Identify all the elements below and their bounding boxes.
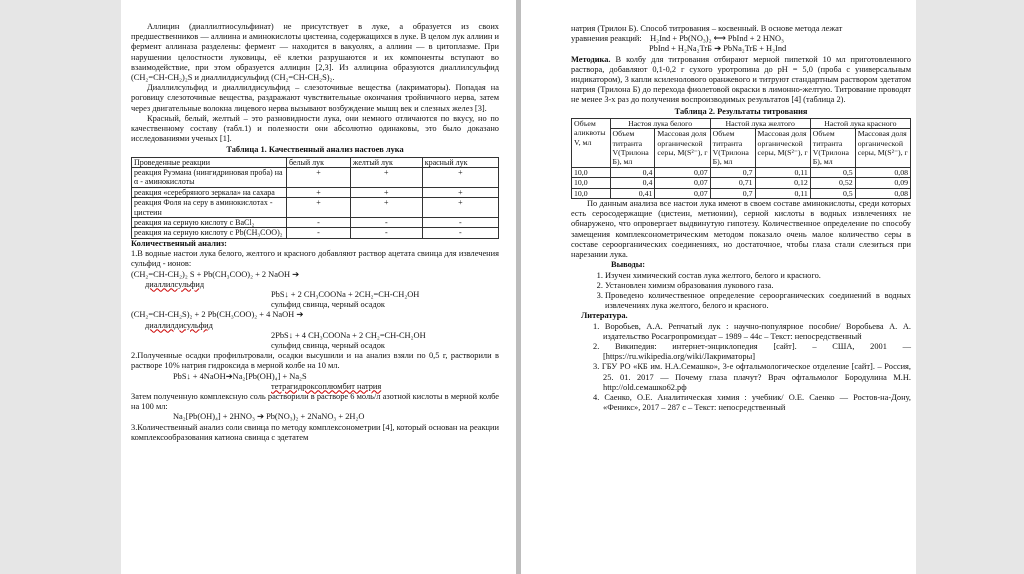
qualitative-analysis-table <box>131 157 499 239</box>
literature-title: Литература. <box>581 311 628 321</box>
table-cell: 10,0 <box>572 167 611 177</box>
table-row <box>572 129 911 168</box>
table-row <box>572 188 911 198</box>
titration-results-table <box>571 118 911 199</box>
conclusions-title: Выводы: <box>611 260 646 270</box>
table-cell: 0,12 <box>755 178 810 188</box>
list-item: 1. Воробьев, А.А. Репчатый лук : научно-популярное пособие/ Воробьева А. А. издательство Росагропромиздат – 1989 – 44с – Текст: непосредственный <box>593 321 911 341</box>
table-row <box>572 167 911 177</box>
table-cell: + <box>422 168 498 188</box>
table-header: Объем титранта V(Трилона Б), мл <box>810 129 855 168</box>
document-page-right <box>521 0 916 574</box>
list-item: 2. Википедия: интернет-энциклопедия [сайт]. – США, 2001 — [https://ru.wikipedia.org/wiki/Лакриматоры] <box>593 341 911 362</box>
table-cell: 0,5 <box>810 188 855 198</box>
table-row <box>132 187 499 197</box>
table-row <box>132 228 499 238</box>
table-cell: 0,41 <box>610 188 655 198</box>
table-cell: + <box>422 198 498 218</box>
paragraph-lachrymators: Диаллилсульфид и диаллилдисульфид – слезоточивые вещества (лакриматоры). Попадая на роговицу слезоточивые вещества, раздражают чувствительные окончания тройничного нерва, затем через двигательные волокна лицевого нерва вызывают возбуждение мышц век и слезных желез [3]. <box>131 83 499 113</box>
document-page-left <box>121 0 516 574</box>
table-cell: 0,07 <box>655 167 710 177</box>
table-header: Настой лука желтого <box>710 118 810 128</box>
table-header: Настой лука красного <box>810 118 910 128</box>
method-label: Методика. <box>571 54 611 64</box>
quantitative-title: Количественный анализ: <box>131 238 227 248</box>
reactions-label: уравнения реакций: <box>571 34 642 44</box>
step3-text: 3.Количественный анализ соли свинца по методу комплексонометрии [4], который основан на реакции комплексообразования катиона свинца с эдетатем <box>131 422 499 442</box>
table-cell: реакция Руэмана (нингидриновая проба) на α - аминокислоты <box>132 168 287 188</box>
analysis-paragraph: По данным анализа все настои лука имеют в своем составе аминокислоты, среди которых есть серосодержащие (цистеин, метионин), серной кислоты в водных извлечениях не обнаружено, что опровергает выдвинутую гипотезу. Количественное определение по способу замещения комплексонометрическим методом показало очень малое количество серы в составе сероорганических соединениях, но достаточное, чтобы глаза стали слезиться при нарезании лука. <box>571 199 911 260</box>
table-cell: - <box>422 218 498 228</box>
equation-1b: PbS↓ + 2 CH₃COONa + 2CH₂=CH-CH₂OH <box>271 289 420 299</box>
table-cell: - <box>287 228 351 238</box>
table-cell: - <box>350 228 422 238</box>
table-cell: + <box>422 187 498 197</box>
table-header: Массовая доля органической серы, M(S²⁻), г <box>755 129 810 168</box>
table-cell: 0,5 <box>810 167 855 177</box>
list-item: 3. ГБУ РО «КБ им. Н.А.Семашко», 3-е офтальмологическое отделение [сайт]. – Россия, 25. 01. 2017 — Почему глаза плачут? Врач офтальмолог Бородулина М.Н. http://old.семашко62.рф <box>593 362 911 392</box>
table-cell: - <box>287 218 351 228</box>
table-row <box>572 118 911 128</box>
equation-1a: (CH₂=CH-CH₂)₂ S + Pb(CH₃COO)₂ + 2 NaOH ➔ <box>131 269 300 279</box>
table-cell: реакция на серную кислоту с Pb(CH₃COO)₂ <box>132 228 287 238</box>
list-item: 3. Проведено количественное определение сероорганических соединений в водных извлечениях лука желтого, белого и красного. <box>605 291 911 311</box>
table-cell: + <box>350 187 422 197</box>
table-cell: 10,0 <box>572 188 611 198</box>
table-header: Объем титранта V(Трилона Б), мл <box>610 129 655 168</box>
equation-4: Na₂[Pb(OH)₄] + 2HNO₃ ➔ Pb(NO₃)₂ + 2NaNO₃ + 2H₂O <box>173 412 365 422</box>
table-header: желтый лук <box>350 157 422 167</box>
literature-list <box>571 322 911 414</box>
table-cell: 0,52 <box>810 178 855 188</box>
table-header: Массовая доля органической серы, M(S²⁻), г <box>855 129 910 168</box>
table-row <box>132 168 499 188</box>
table-cell: - <box>350 218 422 228</box>
list-item: 1. Изучен химический состав лука желтого, белого и красного. <box>605 271 911 281</box>
table-cell: 0,08 <box>855 188 910 198</box>
table1-caption: Таблица 1. Качественный анализ настоев лука <box>226 145 404 155</box>
table-cell: 0,11 <box>755 188 810 198</box>
step1-text: 1.В водные настои лука белого, желтого и красного добавляют раствор ацетата свинца для извлечения сульфид - ионов: <box>131 249 499 269</box>
conclusions-list <box>571 271 911 312</box>
table-row <box>132 218 499 228</box>
table-header: Настоя лука белого <box>610 118 710 128</box>
table-cell: 0,08 <box>855 167 910 177</box>
method-text: В колбу для титрования отбирают мерной пипеткой 10 мл приготовленного раствора, добавляют 0,1-0,2 г сухого уротропина до pH = 5,0 (проба с универсальным индикатором), 3 капли ксиленолового оранжевого и титруют стандартным раствором эдетатом натрия (Трилона Б) до перехода фиолетовой окраски в лимонно-желтую. Титрование проводят не менее 3-х раз до получения воспроизводимых результатов [4] (таблица 2). <box>571 54 911 105</box>
table-cell: 0,7 <box>710 167 755 177</box>
top-text: натрия (Трилон Б). Способ титрования – косвенный. В основе метода лежат <box>571 24 843 33</box>
table-cell: + <box>287 198 351 218</box>
table-cell: реакция Фоля на серу в аминокислотах - цистеин <box>132 198 287 218</box>
table-cell: 0,4 <box>610 167 655 177</box>
table-header: красный лук <box>422 157 498 167</box>
equation-3-note: тетрагидроксоплюмбит натрия <box>271 381 382 391</box>
table-cell: 0,07 <box>655 178 710 188</box>
table-header: Проведенные реакции <box>132 157 287 167</box>
table-header: Массовая доля органической серы, M(S²⁻), г <box>655 129 710 168</box>
equation-3: PbS↓ + 4NaOH➔Na₂[Pb(OH)₄] + Na₂S <box>173 371 307 381</box>
equation-2-note: сульфид свинца, черный осадок <box>271 340 385 350</box>
table-cell: реакция на серную кислоту с BaCl₂ <box>132 218 287 228</box>
paragraph-allicin: Аллицин (диаллилтиосульфинат) не присутствует в луке, а образуется из своих предшественников — аллиина и аминокислоты цистеина, содержащихся в луке. В целом лук аллиин и фермент аллиназа разделены: фермент — находится в вакуолях, а аллиин — в цитоплазме. При нарушении целостности луковицы, её клетки разрушаются и их компоненты вступают во взаимодействие, при этом образуется аллицин [2,3]. Из аллицина образуются диаллилсульфид (CH₂=CH-CH₂)₂S и диаллилдисульфид (CH₂=CH-CH₂S)₂. <box>131 22 499 83</box>
list-item: 4. Саенко, О.Е. Аналитическая химия : учебник/ О.Е. Саенко — Ростов-на-Дону, «Феникс», 2017 – 287 с – Текст: непосредственный <box>593 392 911 413</box>
paragraph-onion-types: Красный, белый, желтый – это разновидности лука, они немного отличаются по вкусу, но по качественному составу (табл.1) и полезности они абсолютно одинаковы, это было доказано исследованиями ученых [1]. <box>131 113 499 144</box>
equation-1-label: диаллилсульфид <box>145 279 205 289</box>
table-cell: + <box>350 168 422 188</box>
table-row <box>132 198 499 218</box>
table-cell: 0,07 <box>655 188 710 198</box>
step2-text: 2.Полученные осадки профильтровали, осадки высушили и на анализ взяли по 0,5 г, растворили в растворе 10% натрия гидроксида в мерной колбе на 10 мл. <box>131 351 499 371</box>
table-cell: 0,71 <box>710 178 755 188</box>
equation-2-label: диаллилдисульфид <box>145 320 213 330</box>
table-header: белый лук <box>287 157 351 167</box>
table-cell: + <box>350 198 422 218</box>
table-cell: 0,4 <box>610 178 655 188</box>
table-cell: + <box>287 168 351 188</box>
table-cell: 0,11 <box>755 167 810 177</box>
table-cell: 10,0 <box>572 178 611 188</box>
table-cell: - <box>422 228 498 238</box>
table-row <box>572 178 911 188</box>
table-cell: 0,09 <box>855 178 910 188</box>
equation-1-note: сульфид свинца, черный осадок <box>271 300 385 310</box>
step2-cont-text: Затем полученную комплексную соль растворили в растворе 6 моль/л азотной кислоты в мерной колбе на 100 мл: <box>131 391 499 412</box>
table2-caption: Таблица 2. Результаты титрования <box>674 106 808 116</box>
list-item: 2. Установлен химизм образования лукового газа. <box>605 281 911 291</box>
equation-5: H₂Ind + Pb(NO₃)₂ ⟷ PbInd + 2 HNO₃ <box>650 34 784 44</box>
table-header: Объем титранта V(Трилона Б), мл <box>710 129 755 168</box>
table-cell: реакция «серебряного зеркала» на сахара <box>132 187 287 197</box>
table-row <box>132 157 499 167</box>
table-cell: 0,7 <box>710 188 755 198</box>
equation-6: PbInd + H₂Na₂TrБ ➔ PbNa₂TrБ + H₂Ind <box>649 44 787 54</box>
equation-2a: (CH₂=CH-CH₂S)₂ + 2 Pb(CH₃COO)₂ + 4 NaOH ➔ <box>131 310 304 320</box>
table-header: Объем аликвоты V, мл <box>572 118 611 167</box>
equation-2b: 2PbS↓ + 4 CH₃COONa + 2 CH₂=CH-CH₂OH <box>271 330 426 340</box>
table-cell: + <box>287 187 351 197</box>
